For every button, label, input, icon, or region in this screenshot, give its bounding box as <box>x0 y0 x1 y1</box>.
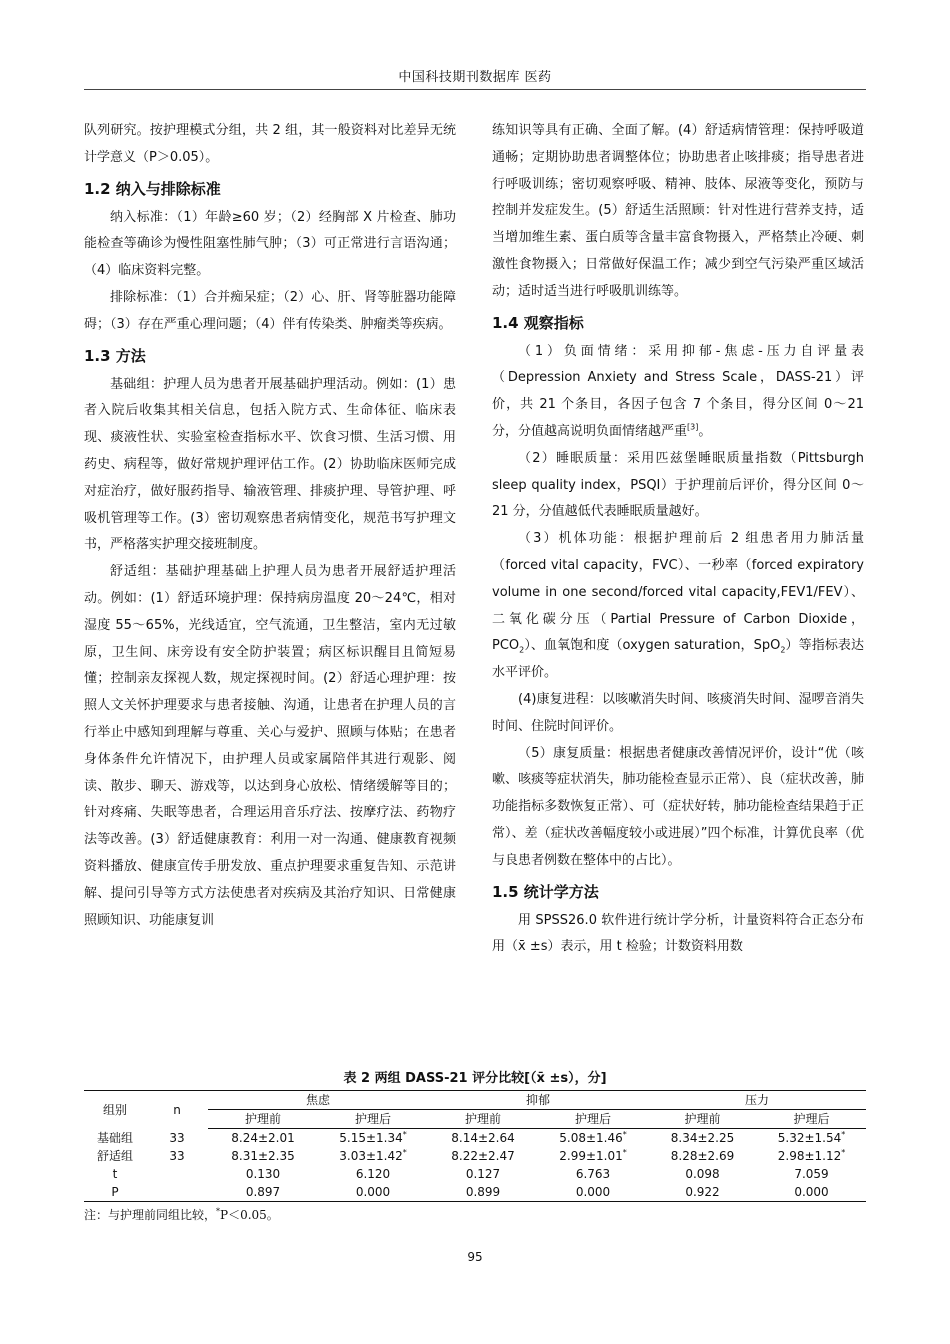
header-anxiety: 焦虑 <box>208 1091 428 1110</box>
table-cell: 8.31±2.35 <box>231 1149 295 1163</box>
significance-mark: * <box>216 1207 221 1216</box>
table-cell: 8.28±2.69 <box>670 1149 735 1163</box>
table-title: 表 2 两组 DASS-21 评分比较[（x̄ ±s），分] <box>343 1071 607 1086</box>
row-label: t <box>112 1167 118 1181</box>
indicator-mood-text: （1）负面情绪：采用抑郁-焦虑-压力自评量表（Depression Anxiety and Stress Scale，DASS-21）评价，共 21 个条目，各因子包含 7 个条目，得分区间 0～21 分，分值越高说明负面情绪越严重 <box>492 343 864 439</box>
cell-value: 5.32±1.54 <box>777 1131 842 1145</box>
table-cell: 6.763 <box>575 1167 611 1181</box>
cell-n <box>146 1183 208 1202</box>
section-heading-1-2: 1.2 纳入与排除标准 <box>84 179 221 198</box>
table-cell: 0.000 <box>355 1185 391 1199</box>
header-divider <box>84 89 866 90</box>
table-cell: 0.098 <box>685 1167 720 1181</box>
header-after: 护理后 <box>538 1110 648 1129</box>
section-heading-1-5: 1.5 统计学方法 <box>492 882 599 901</box>
table-cell: 6.120 <box>355 1167 391 1181</box>
table-cell: 0.000 <box>794 1185 829 1199</box>
table-cell <box>757 1129 866 1148</box>
indicator-function-text-c: ）等指标表达水平评价。 <box>492 638 864 681</box>
table-cell <box>757 1147 866 1165</box>
paragraph-indicator-sleep: （2）睡眠质量：采用匹兹堡睡眠质量指数（Pittsburgh sleep quality index，PSQI）于护理前后评价，得分区间 0～21 分，分值越低代表睡眠质量越好。 <box>492 450 864 520</box>
table-cell: 0.899 <box>465 1185 501 1199</box>
row-label: 基础组 <box>96 1130 133 1145</box>
significance-mark: * <box>622 1130 627 1139</box>
paragraph-exclusion: 排除标准：（1）合并痴呆症；（2）心、肝、肾等脏器功能障碍；（3）存在严重心理问题；（4）伴有传染类、肿瘤类等疾病。 <box>84 289 456 332</box>
header-n: n <box>173 1102 181 1117</box>
cell-value: 5.08±1.46 <box>559 1131 623 1145</box>
note-text-end: P＜0.05。 <box>220 1208 279 1222</box>
table-row <box>84 1165 866 1183</box>
header-stress: 压力 <box>648 1091 866 1110</box>
note-text: 注：与护理前同组比较， <box>84 1208 217 1222</box>
section-heading-1-4: 1.4 观察指标 <box>492 313 584 332</box>
header-before: 护理前 <box>208 1110 318 1129</box>
cell-n: 33 <box>169 1149 185 1163</box>
table-cell <box>318 1147 428 1165</box>
row-label: P <box>111 1185 119 1199</box>
significance-mark: * <box>622 1148 627 1157</box>
paragraph-indicator-recovery: (4)康复进程：以咳嗽消失时间、咳痰消失时间、湿啰音消失时间、住院时间评价。 <box>492 691 864 734</box>
header-group: 组别 <box>102 1102 127 1117</box>
section-heading-1-3: 1.3 方法 <box>84 346 146 365</box>
significance-mark: * <box>402 1148 407 1157</box>
table-cell: 0.922 <box>685 1185 720 1199</box>
table-cell: 0.130 <box>245 1167 281 1181</box>
header-before: 护理前 <box>648 1110 757 1129</box>
header-after: 护理后 <box>318 1110 428 1129</box>
running-header: 中国科技期刊数据库 医药 <box>398 70 552 85</box>
paragraph-indicator-mood <box>492 339 864 446</box>
cell-value: 5.15±1.34 <box>339 1131 403 1145</box>
paragraph-comfort-group: 舒适组：基础护理基础上护理人员为患者开展舒适护理活动。例如：(1）舒适环境护理：保持病房温度 20～24℃，相对湿度 55～65%，光线适宜，空气流通，卫生整洁，室内无过敏原，卫生间、床旁设有安全防护装置；病区标识醒目且简短易懂；控制亲友探视人数，规定探视时间。(2）舒适心理护理：按照人文关怀护理要求与患者接触、沟通，让患者在护理人员的言行举止中感知到理解与尊重、关心与爱护、照顾与体贴；在患者身体条件允许情况下，由护理人员或家属陪伴其进行观影、阅读、散步、聊天、游戏等，以达到身心放松、情绪缓解等目的；针对疼痛、失眠等患者，合理运用音乐疗法、按摩疗法、药物疗法等改善。(3）舒适健康教育：利用一对一沟通、健康教育视频资料播放、健康宣传手册发放、重点护理要求重复告知、示范讲解、提问引导等方式方法使患者对疾病及其治疗知识、日常健康照顾知识、功能康复训 <box>84 564 456 928</box>
table-row <box>84 1147 866 1165</box>
subscript-2: 2 <box>780 645 786 655</box>
subscript-2: 2 <box>519 645 525 655</box>
significance-mark: * <box>841 1130 846 1139</box>
cell-value: 2.99±1.01 <box>559 1149 623 1163</box>
table-cell <box>318 1129 428 1148</box>
right-column <box>492 118 864 961</box>
paragraph-group-intro: 队列研究。按护理模式分组，共 2 组，其一般资料对比差异无统计学意义（P＞0.05）。 <box>84 123 456 165</box>
table-cell: 8.22±2.47 <box>451 1149 515 1163</box>
cell-value: 2.98±1.12 <box>777 1149 842 1163</box>
paragraph-inclusion: 纳入标准：（1）年龄≥60 岁；（2）经胸部 X 片检查、肺功能检查等确诊为慢性阻塞性肺气肿；（3）可正常进行言语沟通；（4）临床资料完整。 <box>84 209 456 279</box>
table-note <box>84 1206 866 1223</box>
paragraph-indicator-function <box>492 526 864 687</box>
header-after: 护理后 <box>757 1110 866 1129</box>
paragraph-comfort-continued: 练知识等具有正确、全面了解。(4）舒适病情管理：保持呼吸道通畅；定期协助患者调整体位；协助患者止咳排痰；指导患者进行呼吸训练；密切观察呼吸、精神、肢体、尿液等变化，预防与控制并发症发生。(5）舒适生活照顾：针对性进行营养支持，适当增加维生素、蛋白质等含量丰富食物摄入，严格禁止冷硬、刺激性食物摄入；日常做好保温工作；减少到空气污染严重区域活动；适时适当进行呼吸肌训练等。 <box>492 123 864 299</box>
table-cell <box>538 1147 648 1165</box>
table-2 <box>84 1068 866 1223</box>
table-cell: 0.000 <box>575 1185 611 1199</box>
cell-n: 33 <box>169 1130 185 1145</box>
indicator-function-text-a: （3）机体功能：根据护理前后 2 组患者用力肺活量（forced vital capacity，FVC）、一秒率（forced expiratory volume in one second/forced vital capacity,FEV1/FEV）、二氧化碳分压（Partial Pressure of Carbon Dioxide，PCO <box>492 531 864 654</box>
indicator-function-text-b: ）、血氧饱和度（oxygen saturation，SpO <box>524 638 781 654</box>
header-before: 护理前 <box>428 1110 538 1129</box>
citation-ref: [3] <box>687 422 699 432</box>
table-cell: 8.24±2.01 <box>231 1131 295 1145</box>
paragraph-statistics: 用 SPSS26.0 软件进行统计学分析，计量资料符合正态分布用（x̄ ±s）表示，用 t 检验；计数资料用数 <box>492 912 864 955</box>
table-cell <box>538 1129 648 1148</box>
dass21-table <box>84 1090 866 1202</box>
row-label: 舒适组 <box>96 1149 133 1163</box>
significance-mark: * <box>841 1148 846 1157</box>
cell-n <box>146 1165 208 1183</box>
table-cell: 8.34±2.25 <box>670 1131 735 1145</box>
table-row <box>84 1129 866 1148</box>
header-depression: 抑郁 <box>428 1091 648 1110</box>
cell-value: 3.03±1.42 <box>339 1149 403 1163</box>
table-cell: 8.14±2.64 <box>451 1131 515 1145</box>
page-number: 95 <box>467 1250 483 1264</box>
table-cell: 0.127 <box>465 1167 501 1181</box>
indicator-mood-end: 。 <box>698 423 712 439</box>
significance-mark: * <box>402 1130 407 1139</box>
table-cell: 7.059 <box>794 1167 829 1181</box>
table-header-row <box>84 1091 866 1110</box>
table-row <box>84 1183 866 1202</box>
paragraph-basic-group: 基础组：护理人员为患者开展基础护理活动。例如：(1）患者入院后收集其相关信息，包括入院方式、生命体征、临床表现、痰液性状、实验室检查指标水平、饮食习惯、生活习惯、用药史、病程等，做好常规护理评估工作。(2）协助临床医师完成对症治疗，做好服药指导、输液管理、排痰护理、导管护理、呼吸机管理等工作。(3）密切观察患者病情变化，规范书写护理文书，严格落实护理交接班制度。 <box>84 376 456 553</box>
left-column <box>84 118 456 934</box>
table-cell: 0.897 <box>245 1185 281 1199</box>
paragraph-indicator-quality: （5）康复质量：根据患者健康改善情况评价，设计“优（咳嗽、咳痰等症状消失，肺功能检查显示正常）、良（症状改善，肺功能指标多数恢复正常）、可（症状好转，肺功能检查结果趋于正常）、差（症状改善幅度较小或进展）”四个标准，计算优良率（优与良患者例数在整体中的占比）。 <box>492 745 864 868</box>
